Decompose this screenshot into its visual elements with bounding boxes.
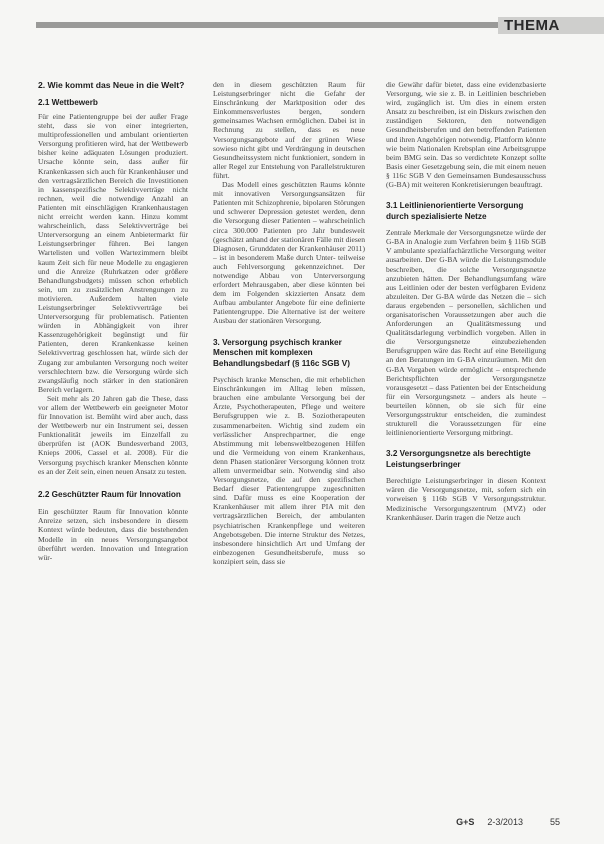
subsection-heading-2-1: 2.1 Wettbewerb <box>38 97 98 107</box>
paragraph: Zentrale Merkmale der Versorgungsnetze würde der G-BA in Analogie zum Verfahren beim § 116b SGB V ambulante spezialfachärztliche Versorgung weiter ausarbeiten. Der G-BA würde die Leistungsmodule beschreiben, die solche Versorgungsnetze anzubieten hätten. Der Behandlungsumfang wäre aus Leitlinien oder der besten verfügbaren Evidenz abzuleiten. Der G-BA würde das Netzen die – sich daraus ergebenden – personellen, sächlichen und organisatorischen Voraussetzungen aber auch die Anforderungen an Qualitätsmessung und Qualitätsdarlegung verbindlich vorgeben. Allen in die Versorgungsnetze einzubeziehenden Berufsgruppen wäre das Recht auf eine Beteiligung an den Beratungen im G-BA einzuräumen. Mit den G-BA Vorgaben würde ermöglicht – entsprechende Berichtspflichten der Versorgungsnetze vorausgesetzt – dass Patienten bei der Entscheidung für ein Versorgungsnetz – anders als heute – beurteilen können, ob sie sich für eine Versorgungsstruktur entscheiden, die zumindest strukturell die Voraussetzungen für eine leitlinienorientierte Versorgung mitbringt. <box>386 228 546 438</box>
section-heading-2: 2. Wie kommt das Neue in die Welt? <box>38 80 185 90</box>
paragraph: Das Modell eines geschützten Raums könnte mit innovativen Versorgungsansätzen für Patienten mit Schizophrenie, bipolaren Störungen und schwerer Depression getestet werden, denn die Versorgung dieser Patienten – wahrscheinlich circa 300.000 Patienten pro Jahr bundesweit (geschätzt anhand der stationären Fälle mit diesen Diagnosen, Grunddaten der Krankenhäuser 2011) – ist in besonderem Maße durch Unter- teilweise auch Fehlversorgung gekennzeichnet. Der notwendige Abbau von Unterversorgung erfordert Mehrausgaben, aber diese könnten bei dem im Folgenden skizzierten Ansatz dem Aufbau ambulanter Angebote für eine definierte Patientengruppe. Die Alternative ist der weitere Ausbau der stationären Versorgung. <box>213 180 365 326</box>
subsection-heading-2-2: 2.2 Geschützter Raum für Innovation <box>38 489 181 499</box>
paragraph: Psychisch kranke Menschen, die mit erheblichen Einschränkungen im Alltag leben müssen, brauchen eine ambulante Versorgung bei der Ärzte, Psychotherapeuten, Pflege und weitere Berufsgruppen wie z. B. Soziotherapeuten zusammenarbeiten. Wichtig sind zudem ein verlässlicher Ansprechpartner, die enge Abstimmung mit lebensweltbezogenen Hilfen und die Vermeidung von einem Krankenhaus, denn Phasen stationärer Versorgung können trotz allem unvermeidbar sein. Notwendig sind also Versorgungsnetze, die auf den spezifischen Bedarf dieser Patientengruppe zugeschnitten sind. Dafür muss es eine Kooperation der Krankenhäuser mit allem ihrer PIA mit den vertragsärztlichen Bereich, der ambulanten psychiatrischen Krankenpflege und weiteren Angebotsgeben. Die interne Struktur des Netzes, insbesondere hinsichtlich Art und Umfang der einbezogenen Gesundheitsberufe, muss so konzipiert sein, dass sie <box>213 375 365 566</box>
paragraph: die Gewähr dafür bietet, dass eine evidenzbasierte Versorgung, wie sie z. B. in Leitlinien beschrieben wird, zugänglich ist. Um dies in einem ersten Ansatz zu beschreiben, ist ein Diskurs zwischen den zuständigen Sektoren, den notwendigen Gesundheitsberufen und den betreffenden Patienten und ihren Angehörigen notwendig. Plattform könnte wie beim Nationalen Krebsplan eine Arbeitsgruppe beim BMG sein. Das so verdichtete Konzept sollte Basis einer Gesetzgebung sein, die mit einem neuen § 116c SGB V den Gemeinsamen Bundesausschuss (G-BA) mit weiteren Konkretisierungen beauftragt. <box>386 80 546 190</box>
header-rule <box>36 22 504 28</box>
paragraph: Berechtigte Leistungserbringer in diesen Kontext wären die Versorgungsnetze, mit, sofern sich ein vorweisen § 116b SGB V Versorgungsstruktur. Medizinische Versorgungszentrum (MVZ) oder Krankenhäuser. Darin tragen die Netze auch <box>386 476 546 522</box>
section-tab <box>498 17 604 34</box>
page-footer <box>456 817 560 827</box>
subsection-heading-3-2: 3.2 Versorgungsnetze als berechtigte Leistungserbringer <box>386 449 531 469</box>
column-left <box>38 80 188 562</box>
issue-number: 2-3/2013 <box>487 817 523 827</box>
paragraph: den in diesem geschützten Raum für Leistungserbringer nicht die Gefahr der Einschränkung der Marktposition oder des Einkommensverlustes bergen, sondern gemeinsames Wachsen ermöglichen. Dabei ist in Rechnung zu stellen, dass es neue Versorgungsangebote auf der grünen Wiese sowieso nicht gibt und Verdrängung in deutschen Gesundheitssystem nicht funktioniert, sondern in aller Regel zur Entstehung von Parallelstrukturen führt. <box>213 80 365 180</box>
journal-name: G+S <box>456 817 475 827</box>
section-heading-3: 3. Versorgung psychisch kranker Menschen mit komplexen Behandlungsbedarf (§ 116c SGB V) <box>213 337 350 368</box>
paragraph: Für eine Patientengruppe bei der außer Frage steht, dass sie von einer integrierten, multiprofessionellen und ambulant orientierten Versorgung profitieren wird, hat der Wettbewerb bisher keine adäquaten Lösungen produziert. Ursache könnte sein, dass außer für Krankenkassen sich auch für Krankenhäuser und den vertragsärztlichen Bereich die Investitionen in kassenspezifische Selektivverträge nicht rechnen, weil die notwendige Anzahl an Patienten mit einschlägigen Krankenhaustagen nicht erreicht werden kann. Hinzu kommt wahrscheinlich, dass Selektivverträge bei Unterversorgung an einem Anbietermarkt für Leistungserbringer führen. Bei langen Wartelisten und vollen Wartezimmern bleibt kaum Zeit sich für neue Modelle zu engagieren und die Anreize (Ruhrkatzen oder größere Behandlungsbudgets) müssen schon erheblich sein, um zu zusätzlichen Anstrengungen zu motivieren. Außerdem halten viele Leistungserbringer Selektivverträge bei Unterversorgung für problematisch. Patienten würden in Abhängigkeit von ihrer Kassenzugehörigkeit begünstigt und für Patienten, deren Krankenkasse keinen Selektivvertrag geschlossen hat, würde sich der Zugang zur ambulanten Versorgung noch weiter verschlechtern bzw. die Versorgung würde sich zwangsläufig noch stärker in den stationären Bereich verlagern. <box>38 112 188 394</box>
paragraph: Seit mehr als 20 Jahren gab die These, dass vor allem der Wettbewerb ein geeigneter Motor für Innovation ist. Bemüht wird aber auch, dass der Wettbewerb nur ein Instrument sei, dessen Funktionalität jeweils im Einzelfall zu überprüfen ist (AOK Bundesverband 2003, Knieps 2006, Cassel et al. 2008). Für die Versorgung psychisch kranker Menschen könnte es an der Zeit sein, einen neuen Ansatz zu testen. <box>38 393 188 476</box>
page-number: 55 <box>549 817 560 827</box>
column-right <box>386 80 546 522</box>
column-middle <box>213 80 365 566</box>
subsection-heading-3-1: 3.1 Leitlinienorientierte Versorgung durch spezialisierte Netze <box>386 201 524 221</box>
paragraph: Ein geschützter Raum für Innovation könnte Anreize setzen, sich insbesondere in diesem Kontext würde bedeuten, dass die bestehenden Modelle in ein neues Versorgungsangebot überführt werden. Innovation und Integration wür- <box>38 507 188 562</box>
section-label: THEMA <box>504 17 560 34</box>
